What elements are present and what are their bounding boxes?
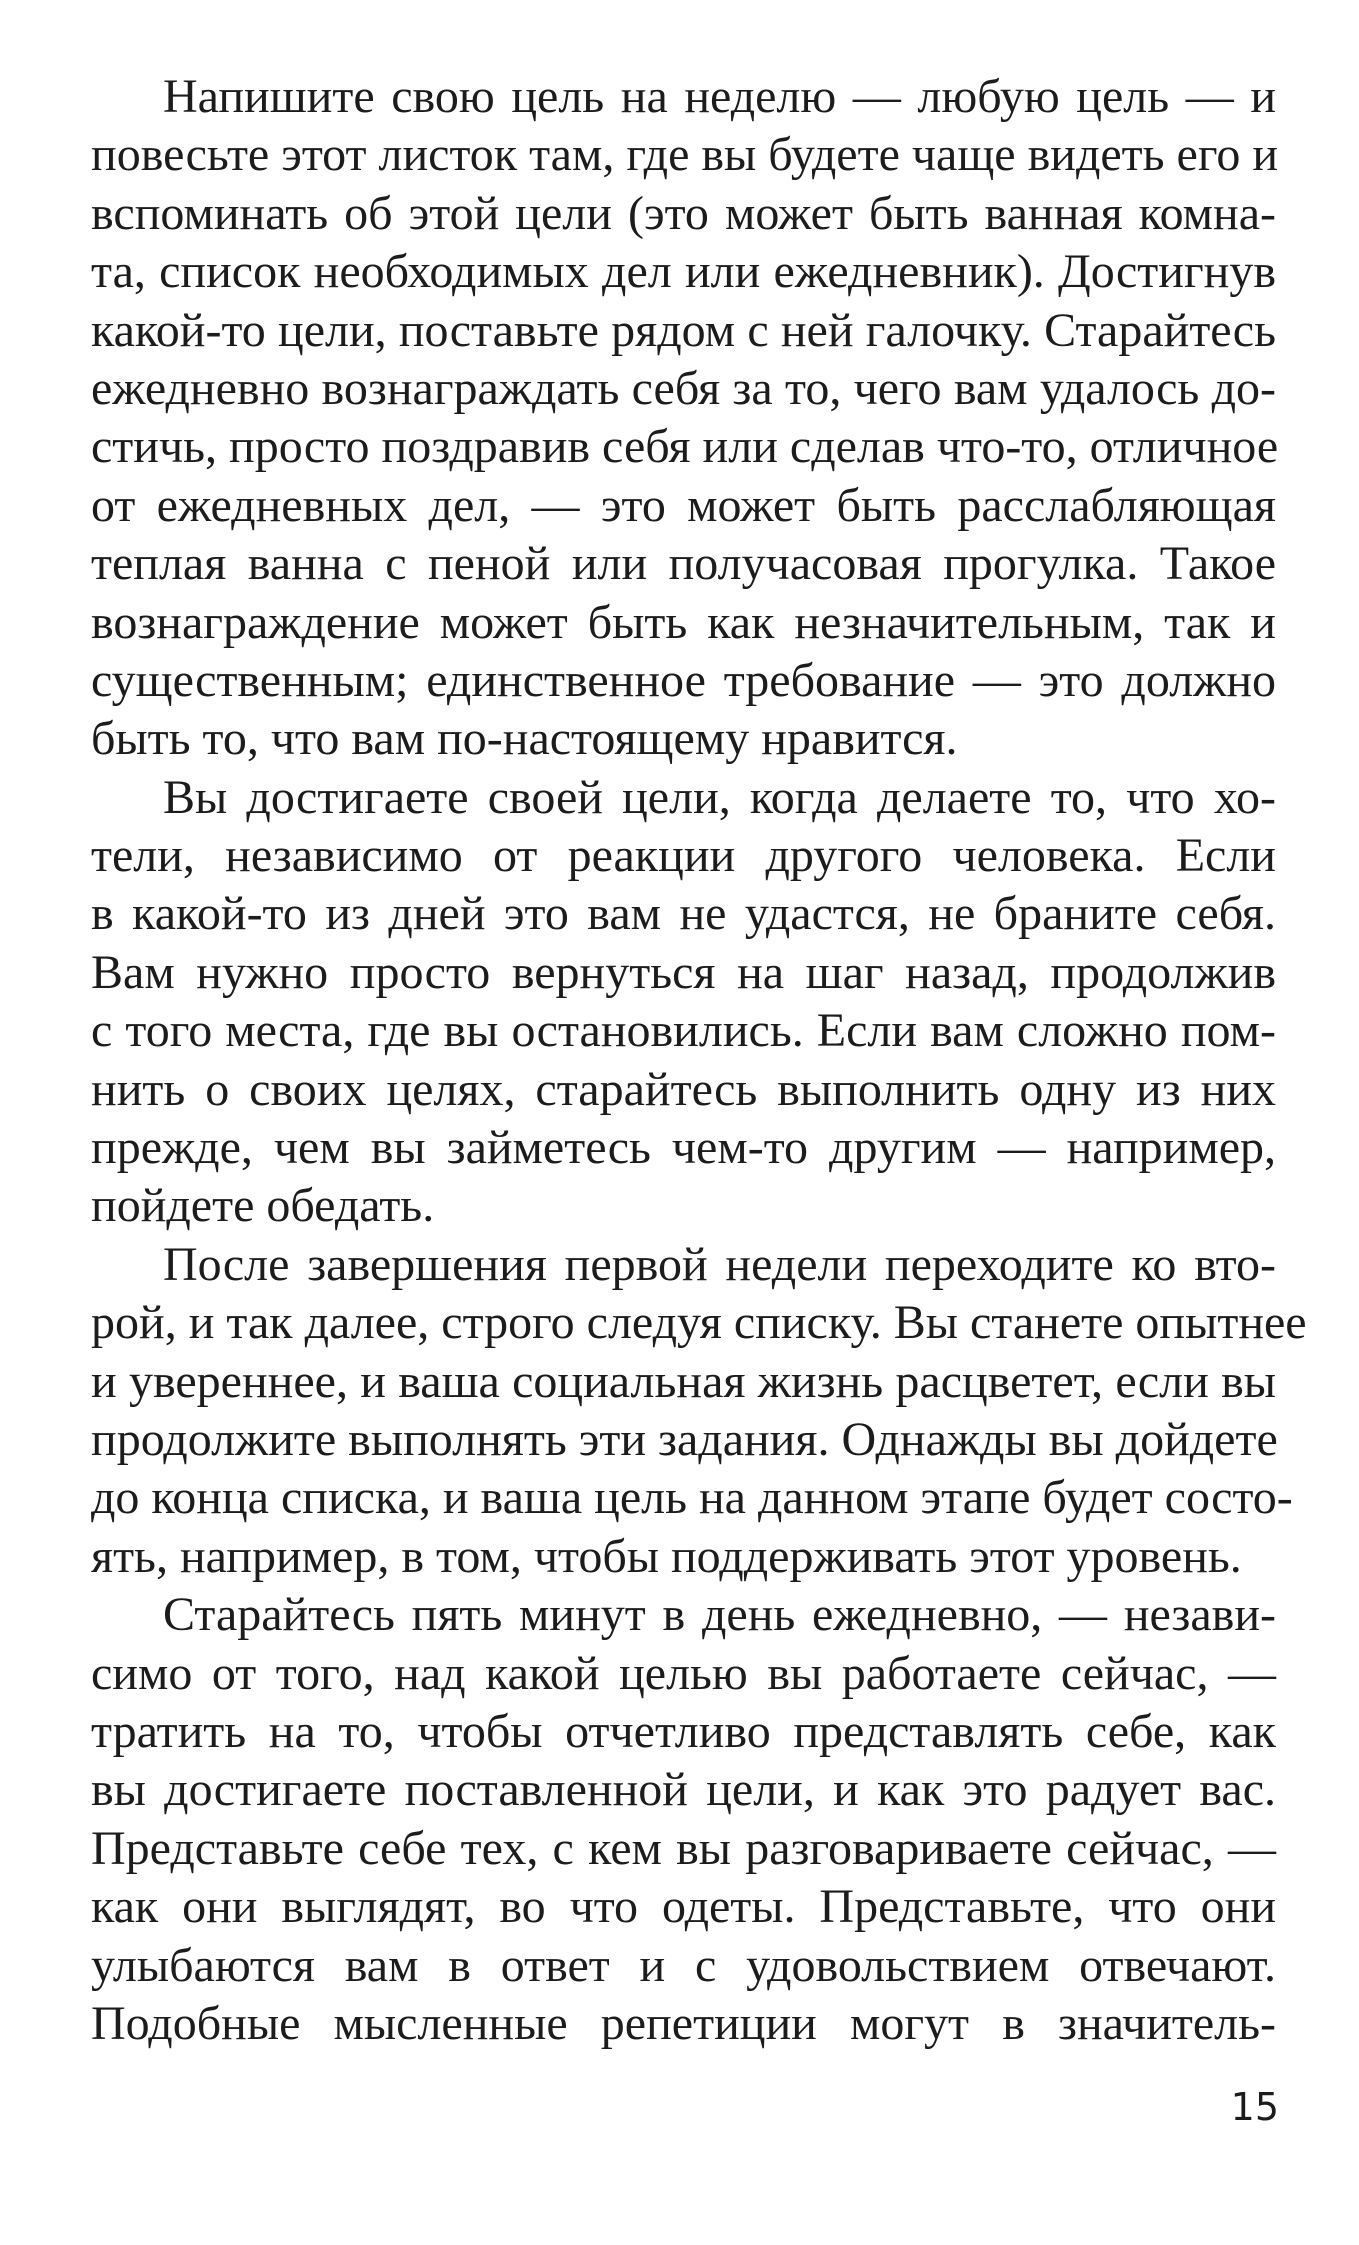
text-line: Подобные мысленные репетиции могут в значитель- <box>91 1996 1276 2050</box>
text-line: симо от того, над какой целью вы работаете сейчас, — <box>91 1646 1276 1700</box>
text-line: вы достигаете поставленной цели, и как это радует вас. <box>91 1763 1276 1817</box>
text-line: от ежедневных дел, — это может быть расслабляющая <box>91 478 1276 532</box>
text-line: рой, и так далее, строго следуя списку. Вы станете опытнее <box>91 1296 1307 1350</box>
text-line: в какой-то из дней это вам не удастся, не браните себя. <box>91 887 1276 941</box>
text-line: как они выглядят, во что одеты. Представьте, что они <box>91 1880 1276 1934</box>
text-line: тели, независимо от реакции другого человека. Если <box>91 829 1276 883</box>
page-number: 15 <box>1230 2085 1279 2129</box>
text-line: тратить на то, чтобы отчетливо представлять себе, как <box>91 1704 1276 1758</box>
text-line: Представьте себе тех, с кем вы разговариваете сейчас, — <box>91 1821 1276 1875</box>
text-line: продолжите выполнять эти задания. Однажды вы дойдете <box>91 1412 1278 1466</box>
text-line: Старайтесь пять минут в день ежедневно, — незави- <box>163 1588 1276 1642</box>
paragraph <box>91 68 1279 769</box>
text-line: та, список необходимых дел или ежедневник). Достигнув <box>91 245 1276 299</box>
text-line: нить о своих целях, старайтесь выполнить одну из них <box>91 1062 1276 1116</box>
text-line: Вам нужно просто вернуться на шаг назад, продолжив <box>91 945 1276 999</box>
text-line: Напишите свою цель на неделю — любую цель — и <box>163 70 1276 123</box>
paragraph <box>91 1236 1307 1586</box>
text-line: и увереннее, и ваша социальная жизнь расцветет, если вы <box>91 1354 1276 1408</box>
text-line: вспоминать об этой цели (это может быть ванная комна- <box>91 186 1276 240</box>
text-line: После завершения первой недели переходите ко вто- <box>163 1237 1276 1291</box>
text-line: стичь, просто поздравив себя или сделав что-то, отличное <box>91 420 1279 474</box>
paragraph <box>91 769 1276 1236</box>
body-text <box>91 68 1307 2053</box>
text-line: повесьте этот листок там, где вы будете чаще видеть его и <box>91 128 1279 182</box>
text-line: какой-то цели, поставьте рядом с ней галочку. Старайтесь <box>91 303 1276 357</box>
text-line: улыбаются вам в ответ и с удовольствием отвечают. <box>91 1938 1276 1992</box>
paragraph <box>91 1586 1276 2053</box>
text-line: прежде, чем вы займетесь чем-то другим — например, <box>91 1121 1276 1175</box>
text-line: вознаграждение может быть как незначительным, так и <box>91 595 1276 649</box>
text-line: пойдете обедать. <box>91 1179 435 1233</box>
text-line: теплая ванна с пеной или получасовая прогулка. Такое <box>91 537 1276 591</box>
text-line: с того места, где вы остановились. Если вам сложно пом- <box>91 1004 1276 1058</box>
text-line: быть то, что вам по-настоящему нравится. <box>91 712 958 766</box>
text-line: Вы достигаете своей цели, когда делаете то, что хо- <box>163 770 1276 824</box>
text-line: ять, например, в том, чтобы поддерживать этот уровень. <box>91 1529 1242 1583</box>
text-line: до конца списка, и ваша цель на данном этапе будет состо- <box>91 1471 1293 1525</box>
text-line: существенным; единственное требование — это должно <box>91 653 1276 707</box>
text-line: ежедневно вознаграждать себя за то, чего вам удалось до- <box>91 361 1276 415</box>
